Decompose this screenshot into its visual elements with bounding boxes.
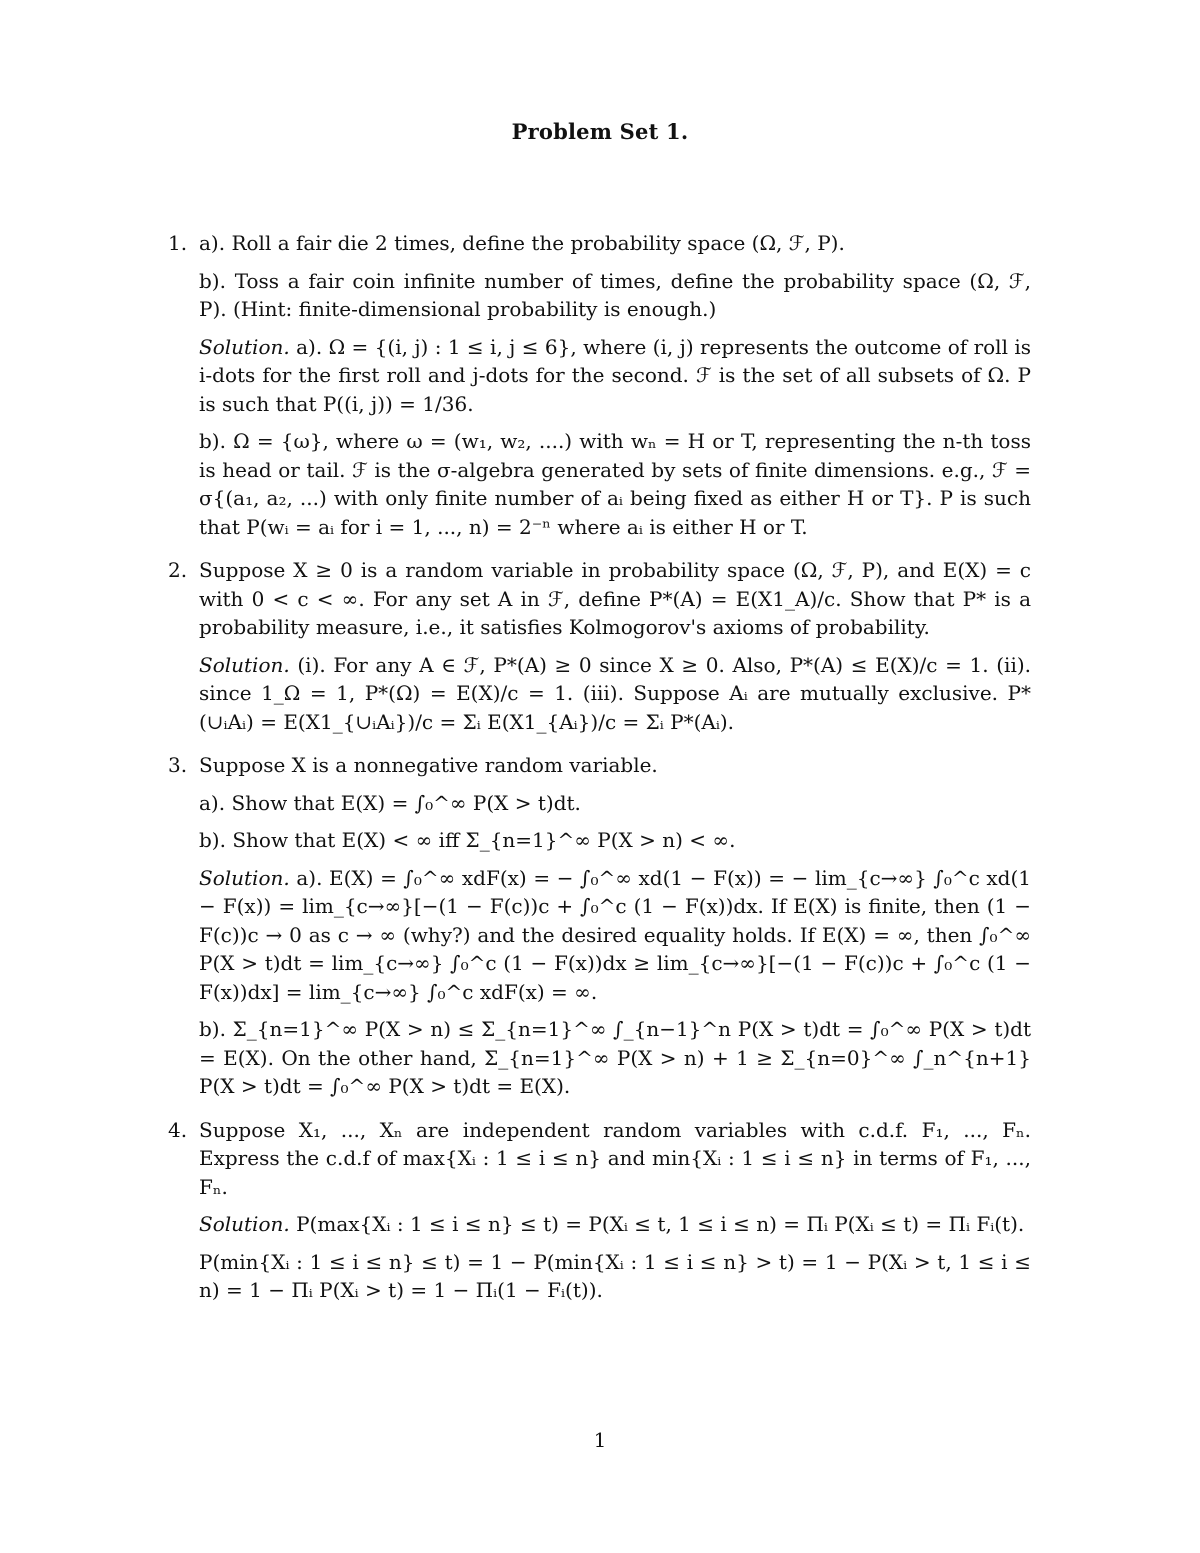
solution-paragraph	[199, 864, 1031, 1007]
problem-part-b: b). Show that E(X) < ∞ iff Σ_{n=1}^∞ P(X > n) < ∞.	[199, 828, 736, 852]
solution-paragraph: b). Σ_{n=1}^∞ P(X > n) ≤ Σ_{n=1}^∞ ∫_{n−1}^n P(X > t)dt = ∫₀^∞ P(X > t)dt = E(X). On the other hand, Σ_{n=1}^∞ P(X > n) + 1 ≥ Σ_{n=0}^∞ ∫_n^{n+1} P(X > t)dt = ∫₀^∞ P(X > t)dt = E(X).	[199, 1017, 1031, 1098]
page-title: Problem Set 1.	[511, 119, 689, 144]
problem-3	[168, 751, 1031, 1101]
solution-label: Solution.	[199, 865, 290, 890]
problem-part-a: a). Roll a fair die 2 times, define the probability space (Ω, ℱ, P).	[199, 231, 845, 255]
solution-label: Solution.	[199, 334, 290, 359]
solution-text: a). Ω = {(i, j) : 1 ≤ i, j ≤ 6}, where (i, j) represents the outcome of roll is i-dots for the first roll and j-dots for the second. ℱ is the set of all subsets of Ω. P is such that P((i, j)) = 1/36.	[199, 334, 1032, 416]
solution-paragraph	[199, 333, 1031, 419]
solution-text: (i). For any A ∈ ℱ, P*(A) ≥ 0 since X ≥ 0. Also, P*(A) ≤ E(X)/c = 1. (ii). since 1_Ω = 1, P*(Ω) = E(X)/c = 1. (iii). Suppose Aᵢ are mutually exclusive. P*(∪ᵢAᵢ) = E(X1_{∪ᵢAᵢ})/c = Σᵢ E(X1_{Aᵢ})/c = Σᵢ P*(Aᵢ).	[199, 652, 1031, 734]
problem-part-b: b). Toss a fair coin infinite number of times, define the probability space (Ω, ℱ, P). (Hint: finite-dimensional probability is enough.)	[199, 268, 1031, 321]
solution-text: P(max{Xᵢ : 1 ≤ i ≤ n} ≤ t) = P(Xᵢ ≤ t, 1 ≤ i ≤ n) = Πᵢ P(Xᵢ ≤ t) = Πᵢ Fᵢ(t).	[296, 1212, 1025, 1236]
solution-paragraph: b). Ω = {ω}, where ω = (w₁, w₂, ....) with wₙ = H or T, representing the n-th toss is head or tail. ℱ is the σ-algebra generated by sets of finite dimensions. e.g., ℱ = σ{(a₁, a₂, ...) with only finite number of aᵢ being fixed as either H or T}. P is such that P(wᵢ = aᵢ for i = 1, ..., n) = 2⁻ⁿ where aᵢ is either H or T.	[199, 429, 1031, 539]
solution-label: Solution.	[199, 1212, 290, 1236]
problem-statement: Suppose X is a nonnegative random variable.	[199, 753, 658, 777]
problem-list	[168, 229, 1031, 1320]
problem-number: 3.	[168, 753, 188, 777]
problem-4	[168, 1116, 1031, 1305]
problem-statement: Suppose X ≥ 0 is a random variable in probability space (Ω, ℱ, P), and E(X) = c with 0 < c < ∞. For any set A in ℱ, define P*(A) = E(X1_A)/c. Show that P* is a probability measure, i.e., it satisfies Kolmogorov's axioms of probability.	[199, 558, 1031, 639]
problem-number: 2.	[168, 558, 188, 582]
solution-paragraph: P(min{Xᵢ : 1 ≤ i ≤ n} ≤ t) = 1 − P(min{Xᵢ : 1 ≤ i ≤ n} > t) = 1 − P(Xᵢ > t, 1 ≤ i ≤ n) = 1 − Πᵢ P(Xᵢ > t) = 1 − Πᵢ(1 − Fᵢ(t)).	[199, 1249, 1031, 1302]
solution-paragraph	[199, 1210, 1031, 1239]
problem-number: 1.	[168, 231, 188, 255]
solution-paragraph	[199, 651, 1031, 737]
solution-label: Solution.	[199, 652, 290, 677]
problem-1	[168, 229, 1031, 541]
problem-part-a: a). Show that E(X) = ∫₀^∞ P(X > t)dt.	[199, 790, 581, 815]
page-number: 1	[593, 1428, 607, 1452]
problem-statement: Suppose X₁, ..., Xₙ are independent random variables with c.d.f. F₁, ..., Fₙ. Express the c.d.f of max{Xᵢ : 1 ≤ i ≤ n} and min{Xᵢ : 1 ≤ i ≤ n} in terms of F₁, ..., Fₙ.	[199, 1117, 1031, 1199]
problem-2	[168, 556, 1031, 736]
problem-number: 4.	[168, 1117, 188, 1142]
solution-text: a). E(X) = ∫₀^∞ xdF(x) = − ∫₀^∞ xd(1 − F(x)) = − lim_{c→∞} ∫₀^c xd(1 − F(x)) = lim_{c→∞}[−(1 − F(c))c + ∫₀^c (1 − F(x))dx. If E(X) is finite, then (1 − F(c))c → 0 as c → ∞ (why?) and the desired equality holds. If E(X) = ∞, then ∫₀^∞ P(X > t)dt = lim_{c→∞} ∫₀^c (1 − F(x))dx ≥ lim_{c→∞}[−(1 − F(c))c + ∫₀^c (1 − F(x))dx] = lim_{c→∞} ∫₀^c xdF(x) = ∞.	[199, 865, 1032, 1004]
